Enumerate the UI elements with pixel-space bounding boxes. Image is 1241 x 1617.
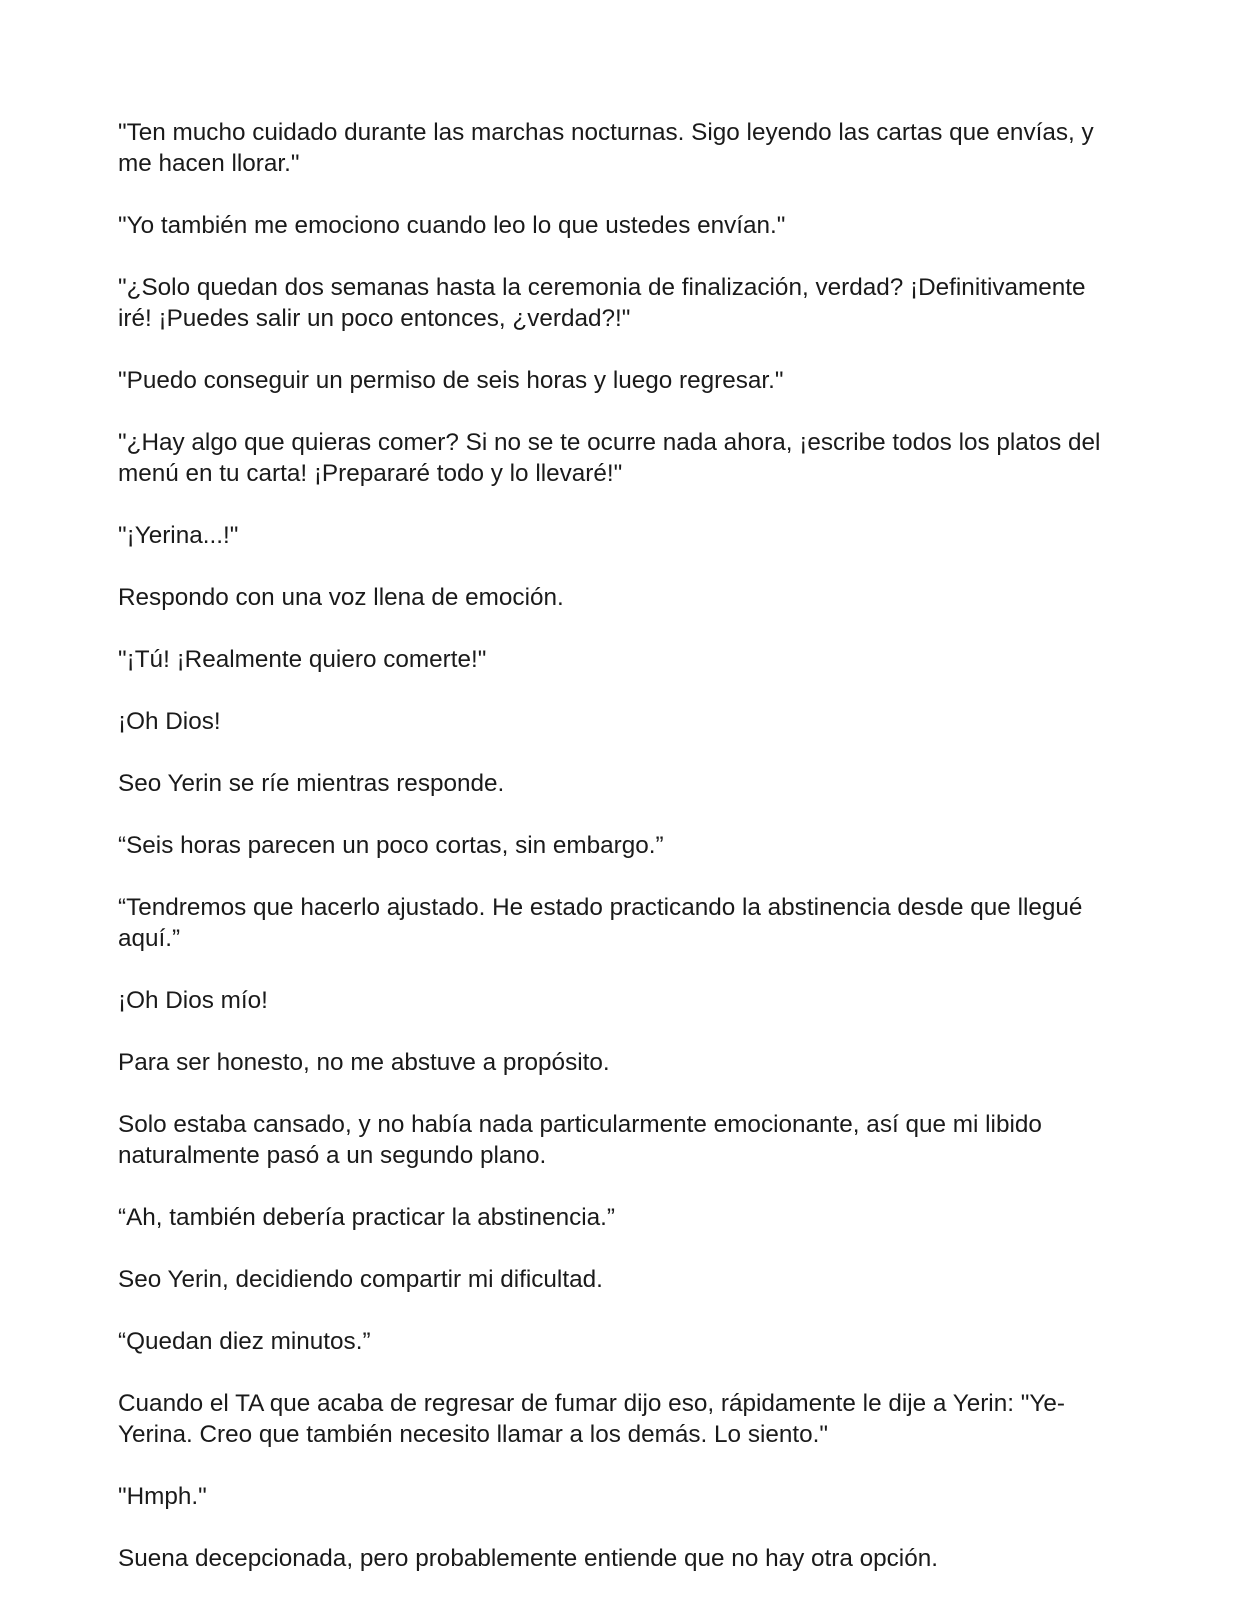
paragraph: "Hmph." (118, 1483, 207, 1510)
paragraph: Solo estaba cansado, y no había nada particularmente emocionante, así que mi libido naturalmente pasó a un segundo plano. (118, 1111, 1042, 1169)
document-body (118, 117, 1123, 1605)
paragraph: Para ser honesto, no me abstuve a propósito. (118, 1049, 610, 1076)
paragraph: "¿Hay algo que quieras comer? Si no se te ocurre nada ahora, ¡escribe todos los platos del menú en tu carta! ¡Prepararé todo y lo llevaré!" (118, 429, 1101, 487)
paragraph: “Seis horas parecen un poco cortas, sin embargo.” (118, 832, 664, 859)
paragraph: "¿Solo quedan dos semanas hasta la ceremonia de finalización, verdad? ¡Definitivamente iré! ¡Puedes salir un poco entonces, ¿verdad?!" (118, 274, 1086, 332)
paragraph: “Tendremos que hacerlo ajustado. He estado practicando la abstinencia desde que llegué aquí.” (118, 894, 1083, 952)
paragraph: Respondo con una voz llena de emoción. (118, 584, 564, 611)
paragraph: "¡Yerina...!" (118, 522, 239, 549)
paragraph: Suena decepcionada, pero probablemente entiende que no hay otra opción. (118, 1545, 938, 1572)
paragraph: “Quedan diez minutos.” (118, 1328, 371, 1355)
paragraph: ¡Oh Dios mío! (118, 987, 268, 1014)
paragraph: Seo Yerin, decidiendo compartir mi dificultad. (118, 1266, 603, 1293)
paragraph: "Ten mucho cuidado durante las marchas nocturnas. Sigo leyendo las cartas que envías, y me hacen llorar." (118, 119, 1094, 177)
paragraph: “Ah, también debería practicar la abstinencia.” (118, 1204, 615, 1231)
paragraph: Cuando el TA que acaba de regresar de fumar dijo eso, rápidamente le dije a Yerin: "Ye-Yerina. Creo que también necesito llamar a los demás. Lo siento." (118, 1390, 1065, 1448)
paragraph: "Puedo conseguir un permiso de seis horas y luego regresar." (118, 367, 784, 394)
paragraph: Seo Yerin se ríe mientras responde. (118, 770, 505, 797)
paragraph: "¡Tú! ¡Realmente quiero comerte!" (118, 646, 487, 673)
paragraph: "Yo también me emociono cuando leo lo que ustedes envían." (118, 212, 786, 239)
paragraph: ¡Oh Dios! (118, 708, 221, 735)
